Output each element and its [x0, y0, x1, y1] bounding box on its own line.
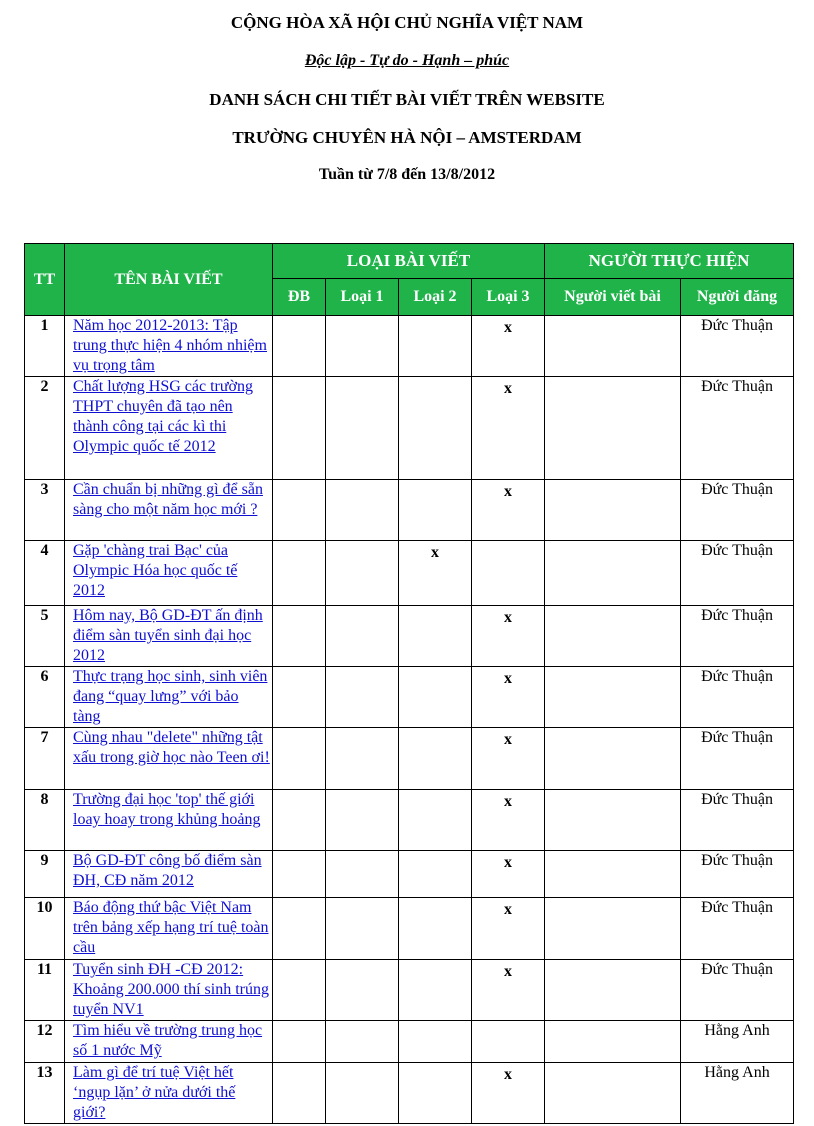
header-nation: CỘNG HÒA XÃ HỘI CHỦ NGHĨA VIỆT NAM — [230, 13, 584, 32]
mark-db — [273, 898, 326, 960]
mark-type2 — [399, 960, 472, 1021]
poster-cell: Đức Thuận — [681, 960, 794, 1021]
row-number: 2 — [25, 377, 65, 480]
article-title — [65, 606, 273, 667]
poster-cell: Đức Thuận — [681, 851, 794, 898]
poster-cell: Hằng Anh — [681, 1063, 794, 1124]
article-title — [65, 790, 273, 851]
mark-type1 — [326, 1021, 399, 1063]
mark-type2 — [399, 898, 472, 960]
row-number: 5 — [25, 606, 65, 667]
mark-db — [273, 728, 326, 790]
mark-type3: x — [472, 960, 545, 1021]
row-number: 7 — [25, 728, 65, 790]
mark-type2 — [399, 728, 472, 790]
col-header-writer: Người viết bài — [545, 279, 681, 316]
mark-type2 — [399, 667, 472, 728]
mark-type3 — [472, 541, 545, 606]
article-link[interactable]: Cần chuẩn bị những gì để sẵn sàng cho một năm học mới ? — [73, 481, 263, 518]
article-link[interactable]: Chất lượng HSG các trường THPT chuyên đã tạo nên thành công tại các kì thi Olympic quốc tế 2012 — [73, 378, 254, 455]
article-link[interactable]: Tuyển sinh ĐH -CĐ 2012: Khoảng 200.000 thí sinh trúng tuyển NV1 — [73, 961, 269, 1018]
mark-type2 — [399, 1063, 472, 1124]
mark-type3: x — [472, 898, 545, 960]
table-row — [25, 541, 794, 606]
mark-type3: x — [472, 606, 545, 667]
mark-type1 — [326, 606, 399, 667]
table-row — [25, 667, 794, 728]
writer-cell — [545, 541, 681, 606]
writer-cell — [545, 851, 681, 898]
mark-type1 — [326, 377, 399, 480]
row-number: 12 — [25, 1021, 65, 1063]
mark-type2 — [399, 851, 472, 898]
col-header-poster: Người đăng — [681, 279, 794, 316]
mark-db — [273, 667, 326, 728]
article-link[interactable]: Cùng nhau "delete" những tật xấu trong giờ học nào Teen ơi! — [73, 729, 270, 766]
mark-db — [273, 480, 326, 541]
table-body — [25, 316, 794, 1124]
col-header-type1: Loại 1 — [326, 279, 399, 316]
mark-type3: x — [472, 790, 545, 851]
table-row — [25, 1021, 794, 1063]
row-number: 1 — [25, 316, 65, 377]
poster-cell: Đức Thuận — [681, 480, 794, 541]
writer-cell — [545, 728, 681, 790]
mark-type1 — [326, 898, 399, 960]
writer-cell — [545, 667, 681, 728]
article-title — [65, 316, 273, 377]
article-title — [65, 728, 273, 790]
mark-type3: x — [472, 667, 545, 728]
table-row — [25, 480, 794, 541]
mark-db — [273, 1021, 326, 1063]
mark-type2 — [399, 377, 472, 480]
school-name: TRƯỜNG CHUYÊN HÀ NỘI – AMSTERDAM — [232, 128, 582, 147]
article-title — [65, 480, 273, 541]
poster-cell: Hằng Anh — [681, 1021, 794, 1063]
mark-type2 — [399, 316, 472, 377]
mark-type1 — [326, 728, 399, 790]
row-number: 11 — [25, 960, 65, 1021]
writer-cell — [545, 790, 681, 851]
writer-cell — [545, 960, 681, 1021]
mark-db — [273, 377, 326, 480]
mark-type3: x — [472, 480, 545, 541]
poster-cell: Đức Thuận — [681, 667, 794, 728]
col-header-db: ĐB — [273, 279, 326, 316]
article-link[interactable]: Trường đại học 'top' thế giới loay hoay trong khủng hoảng — [73, 791, 261, 828]
col-header-type2: Loại 2 — [399, 279, 472, 316]
mark-db — [273, 790, 326, 851]
col-header-tt: TT — [25, 244, 65, 316]
mark-type3: x — [472, 728, 545, 790]
mark-type1 — [326, 480, 399, 541]
mark-type3: x — [472, 1063, 545, 1124]
week-range: Tuần từ 7/8 đến 13/8/2012 — [318, 166, 496, 183]
row-number: 8 — [25, 790, 65, 851]
poster-cell: Đức Thuận — [681, 728, 794, 790]
header-motto: Độc lập - Tự do - Hạnh – phúc — [304, 52, 510, 69]
mark-type2 — [399, 606, 472, 667]
mark-type3: x — [472, 851, 545, 898]
row-number: 3 — [25, 480, 65, 541]
mark-db — [273, 606, 326, 667]
article-link[interactable]: Tìm hiểu về trường trung học số 1 nước Mỹ — [73, 1022, 263, 1059]
writer-cell — [545, 1063, 681, 1124]
mark-type1 — [326, 316, 399, 377]
article-title — [65, 898, 273, 960]
mark-type1 — [326, 667, 399, 728]
mark-type3 — [472, 1021, 545, 1063]
mark-db — [273, 541, 326, 606]
group-header-type: LOẠI BÀI VIẾT — [273, 244, 545, 279]
mark-type3: x — [472, 316, 545, 377]
table-row — [25, 377, 794, 480]
article-link[interactable]: Gặp 'chàng trai Bạc' của Olympic Hóa học quốc tế 2012 — [73, 542, 238, 599]
poster-cell: Đức Thuận — [681, 541, 794, 606]
mark-type1 — [326, 1063, 399, 1124]
mark-db — [273, 960, 326, 1021]
document-title: DANH SÁCH CHI TIẾT BÀI VIẾT TRÊN WEBSITE — [209, 90, 605, 109]
mark-type2 — [399, 790, 472, 851]
poster-cell: Đức Thuận — [681, 377, 794, 480]
writer-cell — [545, 898, 681, 960]
article-link[interactable]: Báo động thứ bậc Việt Nam trên bảng xếp hạng trí tuệ toàn cầu — [73, 899, 269, 956]
col-header-type3: Loại 3 — [472, 279, 545, 316]
writer-cell — [545, 606, 681, 667]
writer-cell — [545, 377, 681, 480]
mark-db — [273, 1063, 326, 1124]
row-number: 4 — [25, 541, 65, 606]
row-number: 6 — [25, 667, 65, 728]
poster-cell: Đức Thuận — [681, 316, 794, 377]
article-title — [65, 541, 273, 606]
article-title — [65, 1063, 273, 1124]
article-title — [65, 960, 273, 1021]
writer-cell — [545, 480, 681, 541]
table-row — [25, 790, 794, 851]
article-link[interactable]: Làm gì để trí tuệ Việt hết ‘ngụp lặn’ ở nửa dưới thế giới? — [73, 1064, 236, 1121]
row-number: 9 — [25, 851, 65, 898]
article-title — [65, 1021, 273, 1063]
col-header-title: TÊN BÀI VIẾT — [65, 244, 273, 316]
mark-type1 — [326, 541, 399, 606]
mark-type2 — [399, 480, 472, 541]
table-row — [25, 960, 794, 1021]
mark-type3: x — [472, 377, 545, 480]
writer-cell — [545, 316, 681, 377]
mark-type1 — [326, 960, 399, 1021]
poster-cell: Đức Thuận — [681, 898, 794, 960]
group-header-people: NGƯỜI THỰC HIỆN — [545, 244, 794, 279]
table-row — [25, 606, 794, 667]
poster-cell: Đức Thuận — [681, 606, 794, 667]
mark-db — [273, 316, 326, 377]
table-row — [25, 898, 794, 960]
poster-cell: Đức Thuận — [681, 790, 794, 851]
article-link[interactable]: Thực trạng học sinh, sinh viên đang “quay lưng” với bảo tàng — [73, 668, 268, 725]
article-link[interactable]: Năm học 2012-2013: Tập trung thực hiện 4 nhóm nhiệm vụ trọng tâm — [73, 317, 267, 374]
mark-type1 — [326, 790, 399, 851]
mark-type2 — [399, 1021, 472, 1063]
article-title — [65, 851, 273, 898]
writer-cell — [545, 1021, 681, 1063]
row-number: 13 — [25, 1063, 65, 1124]
mark-type1 — [326, 851, 399, 898]
article-title — [65, 667, 273, 728]
mark-type2: x — [399, 541, 472, 606]
mark-db — [273, 851, 326, 898]
articles-table — [24, 243, 794, 1124]
article-title — [65, 377, 273, 480]
table-row — [25, 728, 794, 790]
row-number: 10 — [25, 898, 65, 960]
table-row — [25, 316, 794, 377]
table-row — [25, 851, 794, 898]
article-link[interactable]: Bộ GD-ĐT công bố điểm sàn ĐH, CĐ năm 2012 — [73, 852, 262, 889]
table-row — [25, 1063, 794, 1124]
article-link[interactable]: Hôm nay, Bộ GD-ĐT ấn định điểm sàn tuyển sinh đại học 2012 — [73, 607, 263, 664]
